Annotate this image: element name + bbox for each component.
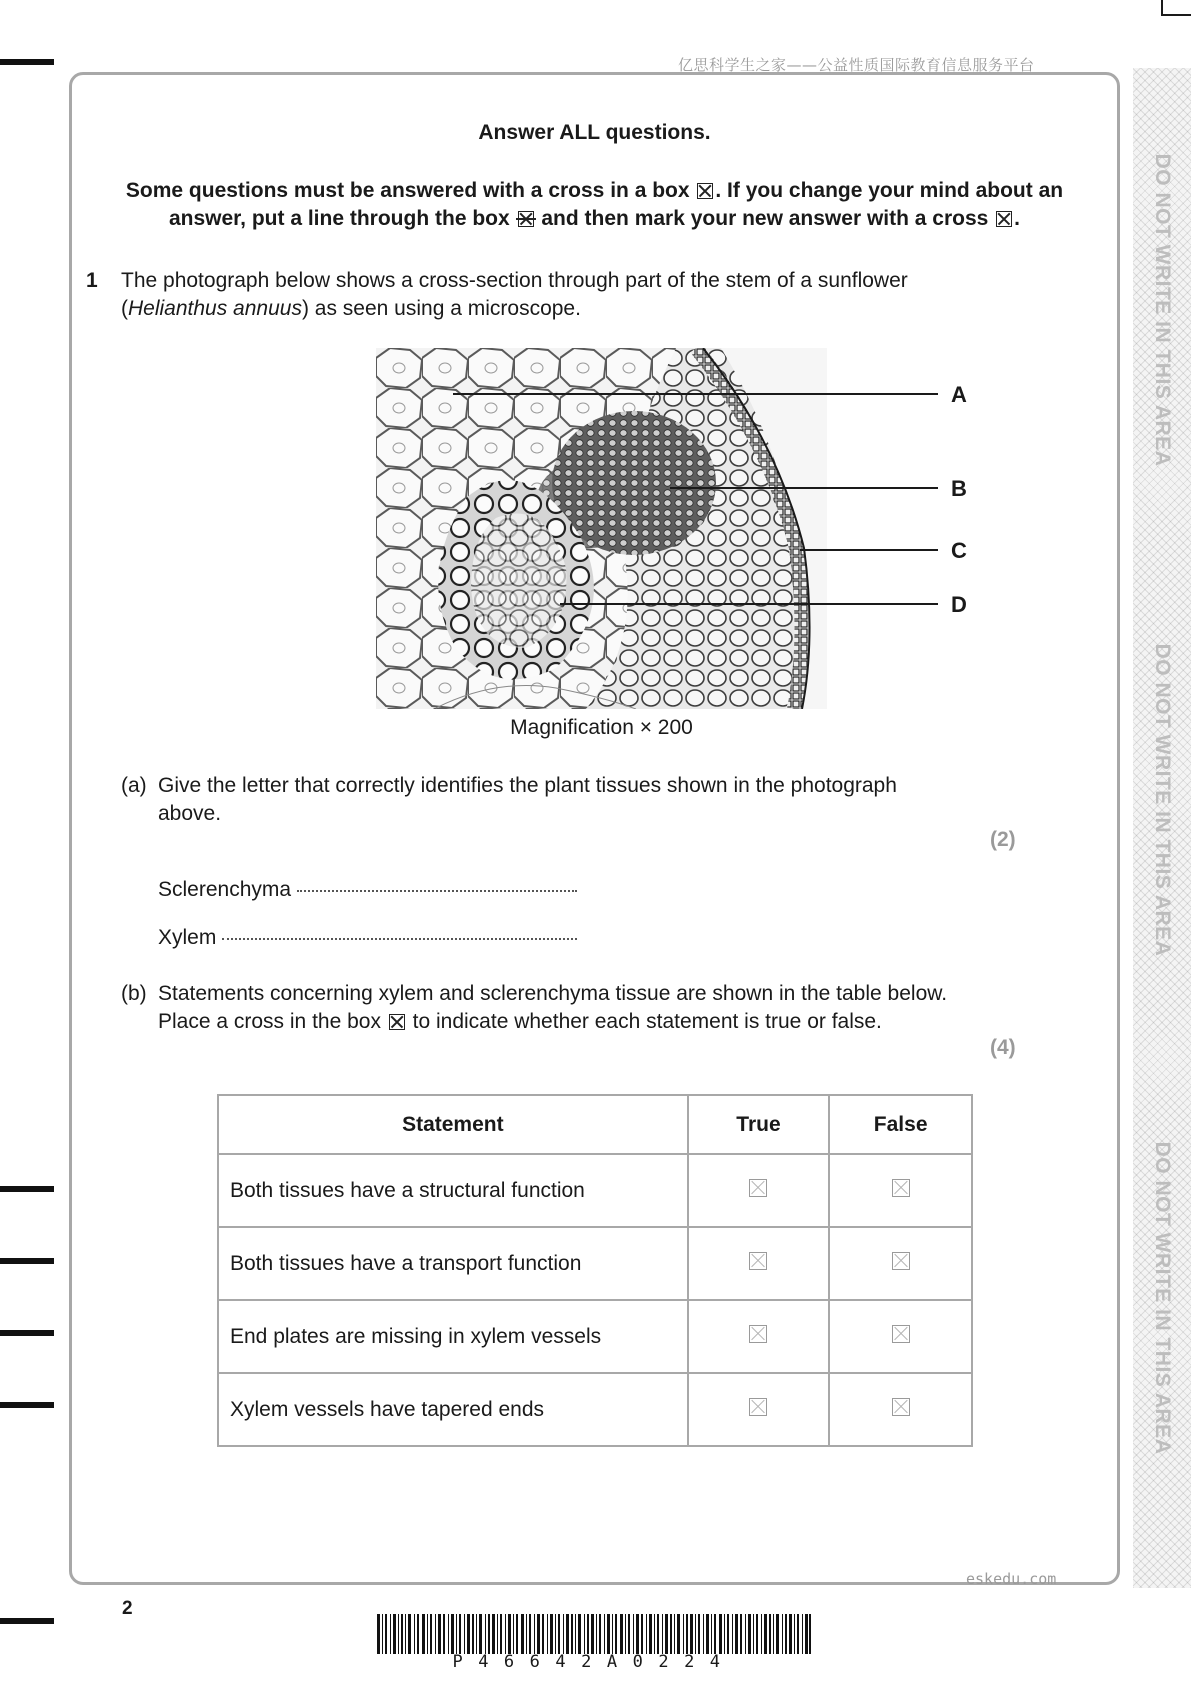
false-cell (829, 1300, 972, 1373)
column-header-statement: Statement (218, 1095, 688, 1154)
part-a-line-2: above. (158, 802, 222, 825)
leader-line-c (800, 549, 938, 551)
false-cell (829, 1373, 972, 1446)
figure-caption: Magnification × 200 (510, 716, 693, 739)
timing-mark (0, 59, 54, 65)
instructions-title: Answer ALL questions. (478, 121, 711, 144)
cross-box-icon (697, 183, 713, 199)
instructions-line-1 (69, 177, 1120, 205)
true-checkbox[interactable] (749, 1179, 767, 1197)
timing-mark (0, 1330, 54, 1336)
false-cell (829, 1227, 972, 1300)
part-a-question (158, 772, 1018, 828)
part-b-line-2 (158, 1008, 1038, 1036)
part-b-label: (b) (121, 982, 147, 1005)
true-cell (688, 1227, 830, 1300)
figure-label-d: D (951, 592, 967, 617)
answer-row-sclerenchyma (158, 876, 577, 904)
table-row (218, 1373, 972, 1446)
part-b-marks: (4) (990, 1036, 1016, 1059)
do-not-write-label: DO NOT WRITE IN THIS AREA (1151, 643, 1174, 957)
part-a-label: (a) (121, 774, 147, 797)
part-a-line-1: Give the letter that correctly identifies the plant tissues shown in the photograph (158, 774, 897, 797)
cross-box-icon (389, 1014, 405, 1030)
false-checkbox[interactable] (892, 1179, 910, 1197)
struck-cross-box-icon (518, 211, 534, 227)
figure-label-a: A (951, 382, 967, 407)
timing-mark (0, 1186, 54, 1192)
do-not-write-strip (1133, 68, 1191, 1588)
table-row (218, 1154, 972, 1227)
column-header-true: True (688, 1095, 830, 1154)
true-checkbox[interactable] (749, 1325, 767, 1343)
true-cell (688, 1373, 830, 1446)
barcode-number: P46642A0224 (452, 1652, 736, 1672)
question-stem-line-2 (121, 295, 1021, 323)
question-number: 1 (86, 269, 98, 292)
statement-text: Both tissues have a transport function (218, 1227, 688, 1300)
table-row (218, 1300, 972, 1373)
timing-mark (0, 1258, 54, 1264)
instructions-line-2c: . (1014, 207, 1021, 230)
statement-text: Xylem vessels have tapered ends (218, 1373, 688, 1446)
false-checkbox[interactable] (892, 1398, 910, 1416)
part-b-question (158, 980, 1038, 1036)
true-cell (688, 1154, 830, 1227)
statements-table (217, 1094, 973, 1447)
part-b-line-2a: Place a cross in the box (158, 1010, 381, 1033)
answer-line-xylem[interactable] (222, 937, 577, 940)
answer-row-xylem (158, 924, 577, 952)
leader-line-a (453, 393, 938, 395)
false-checkbox[interactable] (892, 1252, 910, 1270)
question-stem-line-1: The photograph below shows a cross-section through part of the stem of a sunflower (121, 269, 908, 292)
species-name: Helianthus annuus (128, 297, 302, 320)
question-stem-line-2-rest: ) as seen using a microscope. (301, 297, 581, 320)
timing-mark (0, 1618, 54, 1624)
true-cell (688, 1300, 830, 1373)
barcode-image (377, 1614, 811, 1654)
part-a-marks: (2) (990, 828, 1016, 851)
answer-line-sclerenchyma[interactable] (297, 889, 577, 892)
micrograph-image (376, 348, 827, 709)
do-not-write-label: DO NOT WRITE IN THIS AREA (1151, 1141, 1174, 1455)
instructions-line-2 (69, 205, 1120, 233)
page-number: 2 (122, 1598, 133, 1619)
figure-label-c: C (951, 538, 967, 563)
table-row (218, 1227, 972, 1300)
statement-text: End plates are missing in xylem vessels (218, 1300, 688, 1373)
leader-line-d (560, 603, 938, 605)
column-header-false: False (829, 1095, 972, 1154)
false-checkbox[interactable] (892, 1325, 910, 1343)
figure-label-b: B (951, 476, 967, 501)
part-b-line-1: Statements concerning xylem and sclerenchyma tissue are shown in the table below. (158, 982, 948, 1005)
instructions-line-2a: answer, put a line through the box (168, 207, 510, 230)
leader-line-b (670, 487, 938, 489)
instructions-line-1b: . If you change your mind about an (715, 179, 1064, 202)
corner-mark-top-right (1161, 0, 1163, 14)
site-watermark: eskedu.com (966, 1570, 1057, 1588)
answer-label-xylem: Xylem (158, 926, 217, 949)
cross-box-icon (996, 211, 1012, 227)
statement-text: Both tissues have a structural function (218, 1154, 688, 1227)
answer-label-sclerenchyma: Sclerenchyma (158, 878, 292, 901)
timing-mark (0, 1402, 54, 1408)
table-header-row (218, 1095, 972, 1154)
do-not-write-label: DO NOT WRITE IN THIS AREA (1151, 153, 1174, 467)
question-stem (121, 267, 1021, 323)
false-cell (829, 1154, 972, 1227)
part-b-line-2b: to indicate whether each statement is true or false. (412, 1010, 882, 1033)
instructions-line-2b: and then mark your new answer with a cross (541, 207, 989, 230)
true-checkbox[interactable] (749, 1252, 767, 1270)
corner-mark-top-right-h (1161, 14, 1191, 16)
instructions-line-1a: Some questions must be answered with a cross in a box (125, 179, 690, 202)
paren: ( (121, 297, 128, 320)
header-watermark: 亿思科学生之家——公益性质国际教育信息服务平台 (678, 56, 1035, 74)
true-checkbox[interactable] (749, 1398, 767, 1416)
